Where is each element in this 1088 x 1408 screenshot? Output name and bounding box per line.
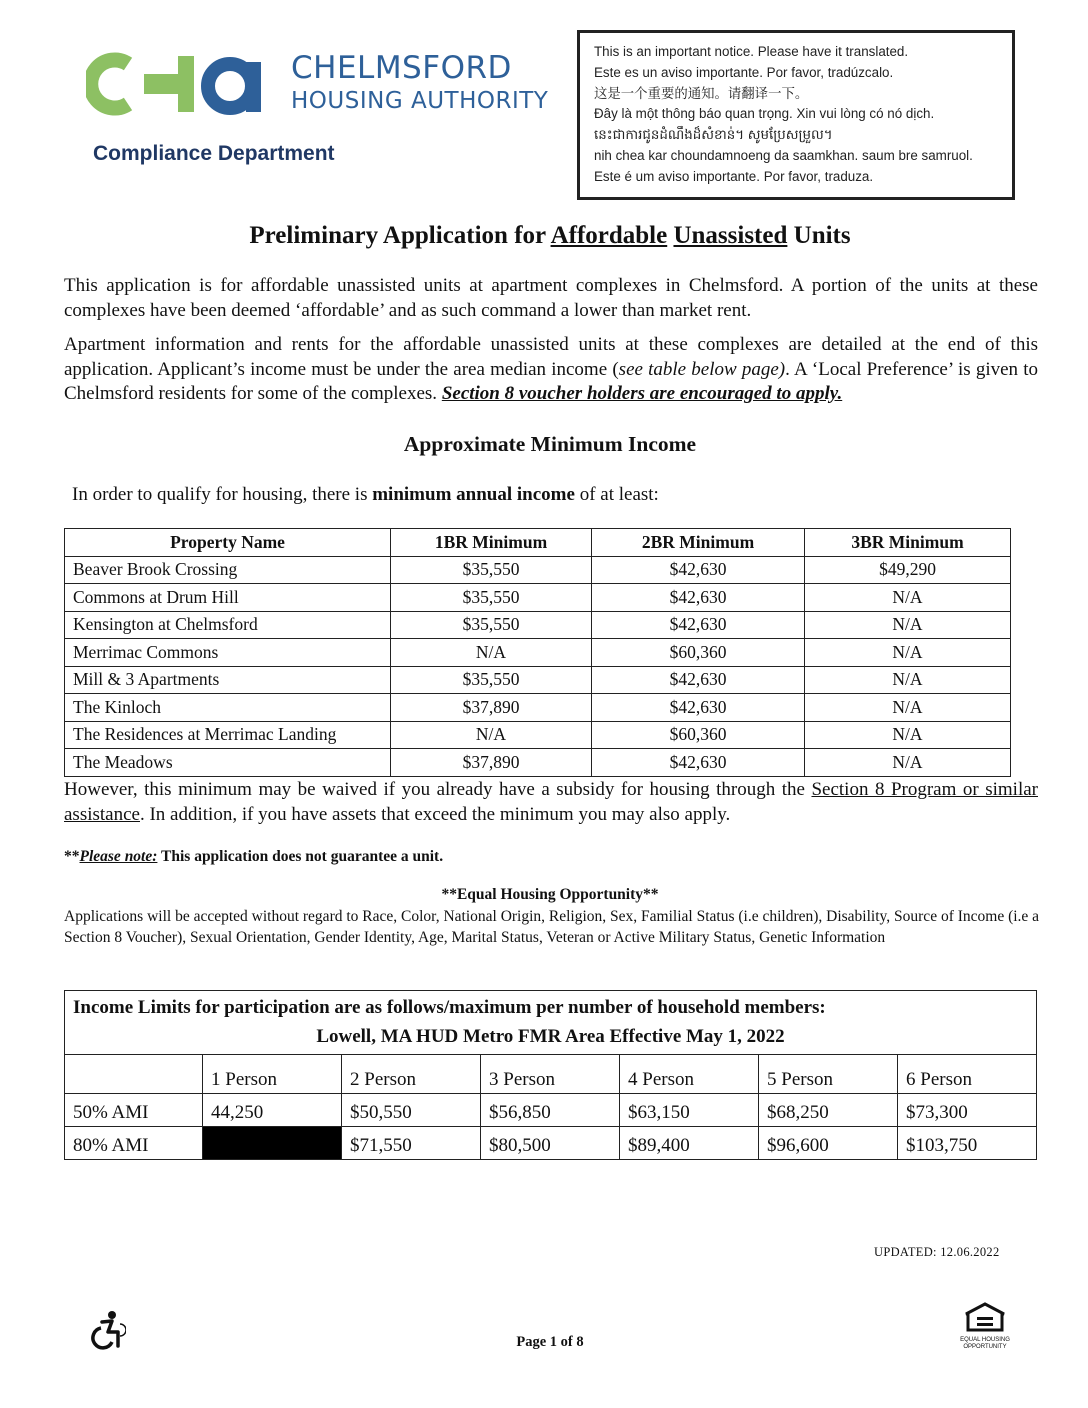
table-row — [65, 721, 1011, 749]
property-name-cell: Commons at Drum Hill — [65, 584, 391, 612]
min-income-cell: $37,890 — [391, 694, 592, 722]
column-header: Property Name — [65, 529, 391, 557]
income-limit-cell: $68,250 — [759, 1094, 898, 1127]
notice-line-english: This is an important notice. Please have it translated. — [594, 44, 909, 59]
notice-line-khmer-romanized: nih chea kar choundamnoeng da saamkhan. saum bre samruol. — [594, 147, 973, 163]
min-income-table — [64, 528, 1011, 777]
min-income-cell: $35,550 — [391, 666, 592, 694]
column-header: 1BR Minimum — [391, 529, 592, 557]
min-income-cell: $35,550 — [391, 556, 592, 584]
updated-date: UPDATED: 12.06.2022 — [874, 1245, 1000, 1259]
income-limit-cell: $103,750 — [898, 1127, 1037, 1160]
table-row — [65, 749, 1011, 777]
min-income-cell: $60,360 — [592, 639, 805, 667]
min-income-cell: $37,890 — [391, 749, 592, 777]
table-row — [65, 1094, 1037, 1127]
income-limit-cell: $80,500 — [481, 1127, 620, 1160]
property-name-cell: The Meadows — [65, 749, 391, 777]
notice-line-khmer: នេះជាការជូនដំណឹងដ៏សំខាន់។ សូមប្រែសម្រួល។ — [594, 127, 833, 143]
min-income-cell: N/A — [805, 584, 1011, 612]
column-header: 1 Person — [203, 1055, 342, 1094]
income-limit-cell: $89,400 — [620, 1127, 759, 1160]
column-header: 6 Person — [898, 1055, 1037, 1094]
income-limit-cell: $63,150 — [620, 1094, 759, 1127]
voucher-emphasis: Section 8 voucher holders are encouraged to apply. — [441, 383, 843, 404]
table-row — [65, 556, 1011, 584]
org-name-line1: CHELMSFORD — [291, 50, 512, 86]
org-name-line2: HOUSING AUTHORITY — [291, 88, 549, 114]
min-income-cell: $42,630 — [592, 694, 805, 722]
property-name-cell: The Kinloch — [65, 694, 391, 722]
table-row — [65, 639, 1011, 667]
page-number: Page 1 of 8 — [516, 1334, 584, 1350]
notice-line-portuguese: Este é um aviso importante. Por favor, traduza. — [594, 168, 874, 184]
min-income-cell: $35,550 — [391, 611, 592, 639]
income-limit-cell: $56,850 — [481, 1094, 620, 1127]
notice-line-spanish: Este es un aviso importante. Por favor, tradúzcalo. — [594, 64, 894, 80]
table-row — [65, 666, 1011, 694]
cha-logo-mark — [86, 50, 286, 120]
table-row — [65, 584, 1011, 612]
column-header: 4 Person — [620, 1055, 759, 1094]
property-name-cell: Kensington at Chelmsford — [65, 611, 391, 639]
income-limits-table — [64, 990, 1037, 1160]
column-header: 5 Person — [759, 1055, 898, 1094]
table-row — [65, 611, 1011, 639]
equal-housing-title: **Equal Housing Opportunity** — [441, 886, 659, 903]
min-income-cell: $60,360 — [592, 721, 805, 749]
income-limit-cell: $50,550 — [342, 1094, 481, 1127]
min-income-cell: N/A — [805, 749, 1011, 777]
min-income-cell: $42,630 — [592, 666, 805, 694]
min-income-cell: $42,630 — [592, 556, 805, 584]
column-header — [65, 1055, 203, 1094]
income-limits-column-row — [65, 1055, 1037, 1094]
min-income-cell: N/A — [805, 611, 1011, 639]
min-income-cell: $49,290 — [805, 556, 1011, 584]
income-limits-header: Income Limits for participation are as follows/maximum per number of household members: Lowell, MA HUD Metro FMR Area Effective May 1, 2022 — [65, 991, 1037, 1055]
column-header: 3BR Minimum — [805, 529, 1011, 557]
min-income-cell: $35,550 — [391, 584, 592, 612]
min-income-cell: $42,630 — [592, 611, 805, 639]
min-income-cell: N/A — [391, 721, 592, 749]
notice-line-chinese: 这是一个重要的通知。请翻译一下。 — [594, 85, 809, 101]
ami-label-cell: 80% AMI — [65, 1127, 203, 1160]
qualify-text: In order to qualify for housing, there is minimum annual income of at least: — [72, 484, 659, 505]
translation-notice-box — [577, 30, 1015, 200]
equal-housing-logo-text: EQUAL HOUSING OPPORTUNITY — [960, 1337, 1010, 1350]
income-limit-cell — [203, 1127, 342, 1160]
section8-link: Section 8 Program or similar assistance — [64, 779, 1038, 825]
min-income-heading: Approximate Minimum Income — [403, 432, 697, 456]
min-income-cell: N/A — [391, 639, 592, 667]
property-name-cell: The Residences at Merrimac Landing — [65, 721, 391, 749]
min-income-cell: N/A — [805, 666, 1011, 694]
please-note: **Please note: This application does not guarantee a unit. — [64, 848, 444, 865]
income-limit-cell: $71,550 — [342, 1127, 481, 1160]
notice-line-vietnamese: Đây là một thông báo quan trọng. Xin vui lòng có nó dịch. — [594, 106, 935, 122]
page-title: Preliminary Application for Affordable Unassisted Units — [249, 222, 851, 249]
column-header: 2BR Minimum — [592, 529, 805, 557]
income-paragraph: Apartment information and rents for the affordable unassisted units at these complexes are detailed at the end of this application. Applicant’s income must be under the area median income (see table below page). A ‘Local Preference’ is given to Chelmsford residents for some of the complexes. Section 8 voucher holders are encouraged to apply. — [64, 334, 1039, 404]
waiver-paragraph: However, this minimum may be waived if you already have a subsidy for housing through the Section 8 Program or similar assistance. In addition, if you have assets that exceed the minimum you may also apply. — [64, 779, 1038, 825]
min-income-cell: N/A — [805, 721, 1011, 749]
min-income-cell: N/A — [805, 639, 1011, 667]
department-name: Compliance Department — [93, 142, 335, 165]
min-income-cell: $42,630 — [592, 749, 805, 777]
income-limit-cell: $96,600 — [759, 1127, 898, 1160]
min-income-cell: N/A — [805, 694, 1011, 722]
ami-label-cell: 50% AMI — [65, 1094, 203, 1127]
cha-logo — [86, 50, 556, 120]
table-row — [65, 1127, 1037, 1160]
intro-paragraph: This application is for affordable unassisted units at apartment complexes in Chelmsford. A portion of the units at these complexes have been deemed ‘affordable’ and as such command a lower than market rent. — [64, 275, 1038, 321]
column-header: 2 Person — [342, 1055, 481, 1094]
property-name-cell: Merrimac Commons — [65, 639, 391, 667]
income-limit-cell: 44,250 — [203, 1094, 342, 1127]
wheelchair-accessibility-icon — [90, 1310, 126, 1355]
property-name-cell: Beaver Brook Crossing — [65, 556, 391, 584]
table-header-row — [65, 529, 1011, 557]
table-row — [65, 694, 1011, 722]
min-income-cell: $42,630 — [592, 584, 805, 612]
equal-housing-logo — [958, 1302, 1012, 1350]
property-name-cell: Mill & 3 Apartments — [65, 666, 391, 694]
equal-housing-text: Applications will be accepted without regard to Race, Color, National Origin, Religion, Sex, Familial Status (i.e children), Disability, Source of Income (i.e a Section 8 Voucher), Sexual Orientation, Gender Identity, Age, Marital Status, Veteran or Active Military Status, Genetic Information — [64, 908, 1040, 946]
column-header: 3 Person — [481, 1055, 620, 1094]
income-limit-cell: $73,300 — [898, 1094, 1037, 1127]
house-icon — [958, 1302, 1012, 1332]
